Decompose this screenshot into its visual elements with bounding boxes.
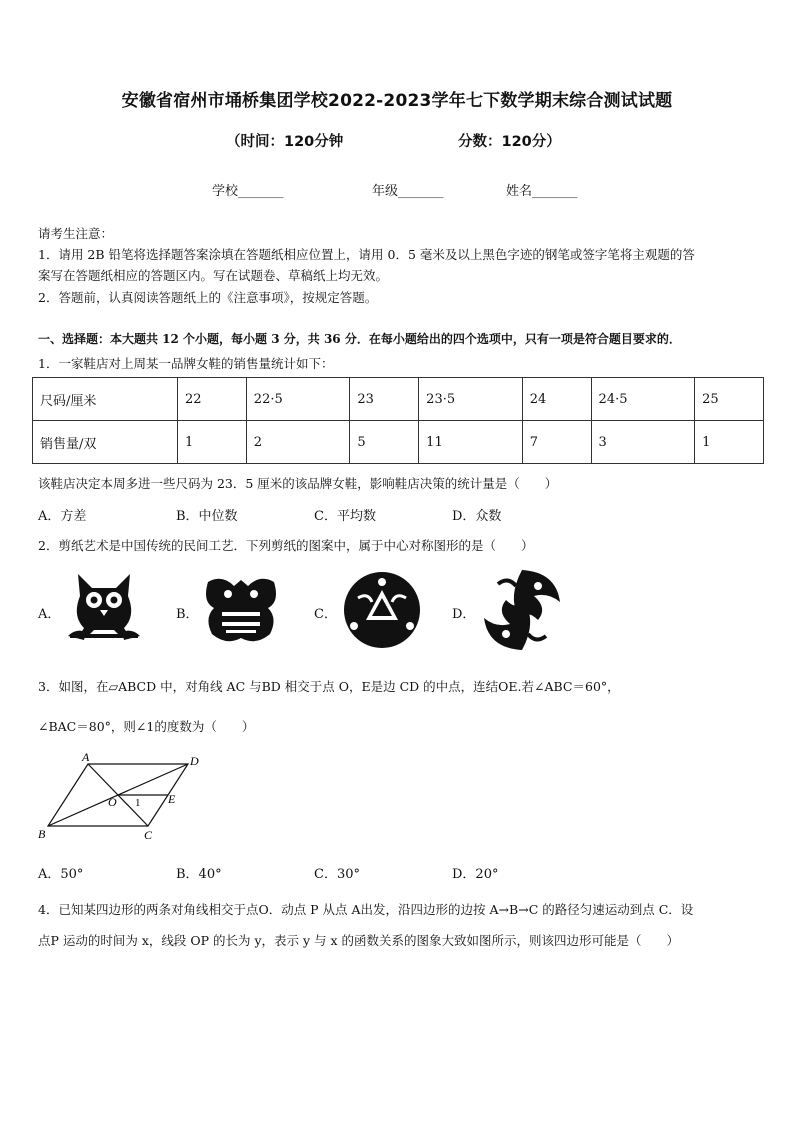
table-cell: 22·5 bbox=[246, 378, 350, 421]
exam-score: 分数：120分） bbox=[458, 134, 561, 150]
table-cell: 23·5 bbox=[419, 378, 523, 421]
name-field[interactable]: 姓名_______ bbox=[506, 184, 578, 199]
section-heading: 一、选择题：本大题共 12 个小题，每小题 3 分，共 36 分．在每小题给出的四个选项中，只有一项是符合题目要求的． bbox=[38, 332, 681, 346]
label-angle-1: 1 bbox=[135, 797, 141, 809]
notice-line-1b: 案写在答题纸相应的答题区内。写在试题卷、草稿纸上均无效。 bbox=[38, 268, 389, 283]
twin-phoenix-papercut-icon bbox=[478, 566, 566, 654]
q3-option-a[interactable]: A．50° bbox=[38, 867, 84, 882]
exam-time: （时间：120分钟 bbox=[226, 134, 344, 150]
table-cell: 23 bbox=[350, 378, 419, 421]
triple-fish-papercut-icon bbox=[338, 568, 426, 652]
q3-stem-line-1: 3．如图，在▱ABCD 中，对角线 AC 与BD 相交于点 O，E是边 CD 的中点，连结OE.若∠ABC＝60°， bbox=[38, 679, 620, 694]
q1-question: 该鞋店决定本周多进一些尺码为 23．5 厘米的该品牌女鞋，影响鞋店决策的统计量是（ ） bbox=[38, 476, 558, 491]
q2-stem: 2．剪纸艺术是中国传统的民间工艺．下列剪纸的图案中，属于中心对称图形的是（ ） bbox=[38, 538, 534, 553]
q3-option-c[interactable]: C．30° bbox=[314, 867, 360, 882]
q2-option-c[interactable]: C． bbox=[314, 607, 337, 622]
label-b: B bbox=[38, 827, 46, 841]
table-cell: 3 bbox=[591, 421, 695, 464]
table-cell: 24 bbox=[522, 378, 591, 421]
q2-option-a[interactable]: A． bbox=[38, 607, 61, 622]
table-cell: 22 bbox=[178, 378, 247, 421]
q1-option-c[interactable]: C．平均数 bbox=[314, 509, 376, 524]
q2-option-b[interactable]: B． bbox=[176, 607, 199, 622]
table-cell: 24·5 bbox=[591, 378, 695, 421]
table-row bbox=[33, 421, 764, 464]
q1-option-b[interactable]: B．中位数 bbox=[176, 509, 238, 524]
notice-line-1a: 1．请用 2B 铅笔将选择题答案涂填在答题纸相应位置上，请用 0．5 毫米及以上黑色字迹的钢笔或签字笔将主观题的答 bbox=[38, 247, 695, 262]
table-cell: 11 bbox=[419, 421, 523, 464]
table-cell: 25 bbox=[695, 378, 764, 421]
notice-heading: 请考生注意： bbox=[38, 226, 114, 241]
table-cell: 2 bbox=[246, 421, 350, 464]
q4-line-1: 4．已知某四边形的两条对角线相交于点O．动点 P 从点 A出发，沿四边形的边按 A→B→C 的路径匀速运动到点 C．设 bbox=[38, 902, 694, 917]
school-field[interactable]: 学校_______ bbox=[212, 184, 284, 199]
double-happiness-papercut-icon bbox=[200, 572, 282, 648]
q4-line-2: 点P 运动的时间为 x，线段 OP 的长为 y，表示 y 与 x 的函数关系的图象大致如图所示，则该四边形可能是（ ） bbox=[38, 933, 680, 948]
table-cell: 尺码/厘米 bbox=[33, 378, 178, 421]
parallelogram-figure bbox=[32, 748, 212, 844]
notice-line-2: 2．答题前，认真阅读答题纸上的《注意事项》，按规定答题。 bbox=[38, 290, 378, 305]
sales-table bbox=[32, 377, 764, 464]
grade-field[interactable]: 年级_______ bbox=[372, 184, 444, 199]
table-cell: 1 bbox=[178, 421, 247, 464]
table-cell: 7 bbox=[522, 421, 591, 464]
label-o: O bbox=[108, 795, 117, 809]
label-d: D bbox=[190, 754, 199, 768]
label-e: E bbox=[168, 792, 176, 806]
table-row bbox=[33, 378, 764, 421]
q3-stem-line-2: ∠BAC＝80°，则∠1的度数为（ ） bbox=[38, 719, 255, 734]
owl-papercut-icon bbox=[64, 566, 144, 646]
q3-option-b[interactable]: B．40° bbox=[176, 867, 222, 882]
q2-option-d[interactable]: D． bbox=[452, 607, 476, 622]
q1-option-d[interactable]: D．众数 bbox=[452, 509, 502, 524]
page-title: 安徽省宿州市埇桥集团学校2022-2023学年七下数学期末综合测试试题 bbox=[121, 91, 673, 111]
q1-option-a[interactable]: A．方差 bbox=[38, 509, 87, 524]
table-cell: 销售量/双 bbox=[33, 421, 178, 464]
label-c: C bbox=[144, 828, 153, 842]
q3-option-d[interactable]: D．20° bbox=[452, 867, 499, 882]
label-a: A bbox=[82, 750, 90, 764]
table-cell: 5 bbox=[350, 421, 419, 464]
q1-stem: 1．一家鞋店对上周某一品牌女鞋的销售量统计如下： bbox=[38, 356, 334, 371]
table-cell: 1 bbox=[695, 421, 764, 464]
